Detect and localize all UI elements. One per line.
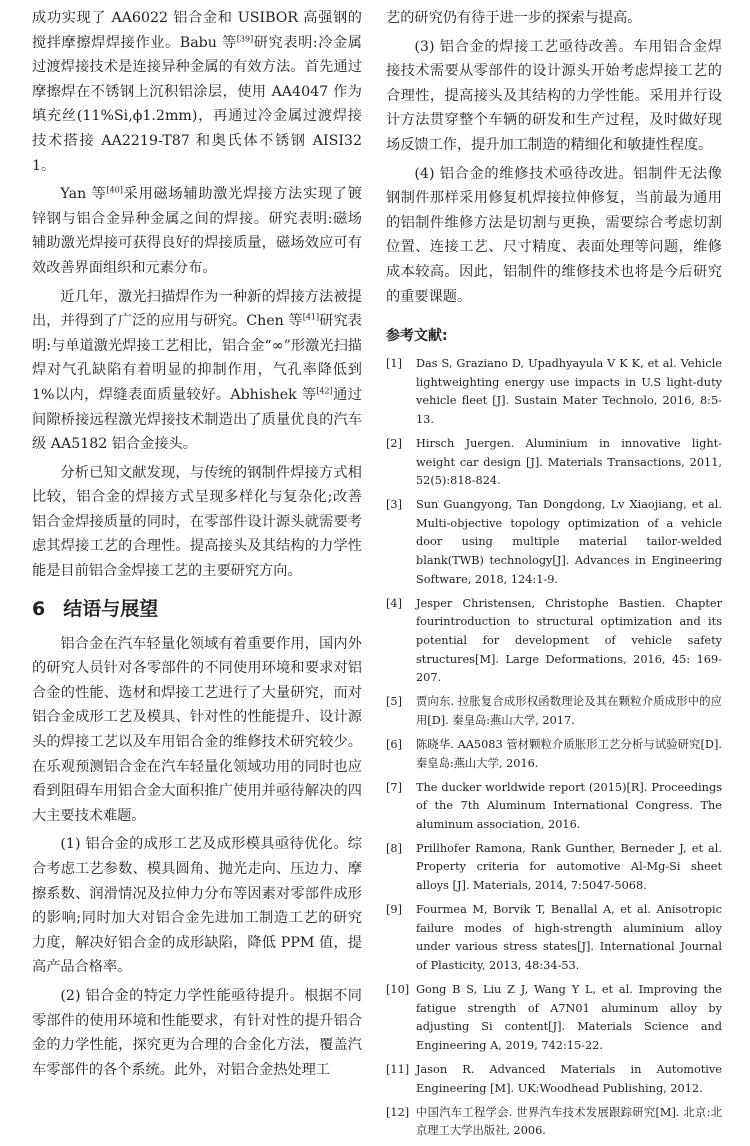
reference-text: Hirsch Juergen. Aluminium in innovative light-weight car design [J]. Materials Transactions, 2011, 52(5):818-824. [416, 437, 722, 488]
paragraph-analysis: 分析已知文献发现，与传统的钢制件焊接方式相比较，铝合金的焊接方式呈现多样化与复杂化;改善铝合金焊接质量的同时，在零部件设计源头就需要考虑其焊接工艺的合理性。提高接头及其结构的力学性能是目前铝合金焊接工艺的主要研究方向。 [32, 464, 362, 580]
section-heading [32, 596, 362, 622]
reference-text: Gong B S, Liu Z J, Wang Y L, et al. Improving the fatigue strength of A7N01 aluminum alloy by adjusting Si content[J]. Materials Science and Engineering A, 2019, 742:15-22. [416, 983, 722, 1052]
reference-number: [10] [386, 983, 410, 997]
reference-item [386, 901, 722, 975]
reference-number: [2] [386, 437, 403, 450]
reference-text: 中国汽车工程学会. 世界汽车技术发展跟踪研究[M]. 北京:北京理工大学出版社, 2006. [416, 1105, 722, 1138]
paragraph-yan: Yan 等[40]采用磁场辅助激光焊接方法实现了镀锌钢与铝合金异种金属之间的焊接。研究表明:磁场辅助激光焊接可获得良好的焊接质量，磁场效应可有效改善界面组织和元素分布。 [32, 185, 362, 276]
reference-number: [11] [386, 1062, 410, 1076]
paragraph-point-4: (4) 铝合金的维修技术亟待改进。铝制件无法像钢制件那样采用修复机焊接拉伸修复，当前最为通用的铝制件维修方法是切割与更换，需要综合考虑切割位置、连接工艺、尺寸精度、表面处理等问题，维修成本较高。因此，铝制件的维修技术也将是今后研究的重要课题。 [386, 165, 722, 305]
reference-text: 贾向东. 拉胀复合成形权函数理论及其在颗粒介质成形中的应用[D]. 秦皇岛:燕山大学, 2017. [416, 695, 722, 727]
paragraph-point-1: (1) 铝合金的成形工艺及成形模具亟待优化。综合考虑工艺参数、模具圆角、抛光走向、压边力、摩擦系数、润滑情况及拉伸力分布等因素对零部件成形的影响;同时加大对铝合金先进加工制造工艺的研究力度，解决好铝合金的成形缺陷，降低 PPM 值，提高产品合格率。 [32, 836, 362, 976]
paragraph-continuation: 成功实现了 AA6022 铝合金和 USIBOR 高强钢的搅拌摩擦焊焊接作业。Babu 等[39]研究表明:冷金属过渡焊接技术是连接异种金属的有效方法。首先通过摩擦焊在不锈钢上沉积铝涂层，使用 AA4047 作为填充丝(11%Si,ϕ1.2mm)，再通过冷金属过渡焊接技术搭接 AA2219-T87 和奥氏体不锈钢 AISI321。 [32, 10, 362, 174]
reference-number: [7] [386, 780, 403, 794]
reference-text: Prillhofer Ramona, Rank Gunther, Berneder J, et al. Property criteria for automotive Al-Mg-Si sheet alloys [J]. Materials, 2014, 7:5047-5068. [416, 841, 722, 893]
reference-item [386, 435, 722, 491]
paragraph-point-3: (3) 铝合金的焊接工艺亟待改善。车用铝合金焊接技术需要从零部件的设计源头开始考虑焊接工艺的合理性，提高接头及其结构的力学性能。采用并行设计方法贯穿整个车辆的研发和生产过程，及时做好现场反馈工作，提升加工制造的精细化和敏捷性程度。 [386, 38, 722, 153]
paper-page [32, 6, 722, 1138]
section-number: 6 [32, 597, 46, 620]
reference-item [386, 981, 722, 1055]
reference-item [386, 496, 722, 589]
reference-number: [12] [386, 1105, 410, 1119]
reference-item [386, 840, 722, 896]
right-column [386, 6, 722, 1138]
reference-item [386, 693, 722, 730]
references-title: 参考文献: [386, 328, 448, 345]
reference-item [386, 595, 722, 688]
reference-number: [9] [386, 903, 403, 917]
reference-text: Fourmea M, Borvik T, Benallal A, et al. Anisotropic failure modes of high-strength aluminium alloy under various stress states[J]. International Journal of Plasticity, 2013, 48:34-53. [416, 903, 722, 972]
reference-item [386, 1104, 722, 1141]
paragraph-point-2: (2) 铝合金的特定力学性能亟待提升。根据不同零部件的使用环境和性能要求，有针对性的提升铝合金的力学性能，探究更为合理的合金化方法，覆盖汽车零部件的各个系统。此外，对铝合金热处理工 [32, 987, 362, 1078]
reference-text: Jason R. Advanced Materials in Automotive Engineering [M]. UK:Woodhead Publishing, 2012. [416, 1062, 722, 1095]
reference-number: [8] [386, 841, 403, 855]
reference-number: [1] [386, 357, 403, 371]
citation: [40] [106, 185, 123, 195]
reference-text: Das S, Graziano D, Upadhyayula V K K, et al. Vehicle lightweighting energy use impacts in U.S light-duty vehicle fleet [J]. Sustain Mater Technolo, 2016, 8:5-13. [416, 357, 722, 426]
reference-text: Jesper Christensen, Christophe Bastien. Chapter fourintroduction to structural optimization and its potential for development of vehicle safety structures[M]. Large Deformations, 2016, 45: 169-207. [416, 596, 722, 685]
section-title: 结语与展望 [63, 597, 159, 620]
reference-item [386, 1061, 722, 1098]
reference-number: [3] [386, 498, 403, 512]
paragraph-laser-scan: 近几年，激光扫描焊作为一种新的焊接方法被提出，并得到了广泛的应用与研究。Chen 等[41]研究表明:与单道激光焊接工艺相比，铝合金“∞”形激光扫描焊对气孔缺陷有着明显的抑制作用，气孔率降低到 1%以内，焊缝表面质量较好。Abhishek 等[42]通过间隙桥接远程激光焊接技术制造出了质量优良的汽车级 AA5182 铝合金接头。 [32, 288, 362, 453]
left-column [32, 6, 362, 1078]
reference-number: [5] [386, 695, 403, 709]
reference-item [386, 779, 722, 835]
citation: [39] [236, 33, 254, 43]
reference-number: [4] [386, 596, 403, 610]
references-list [386, 355, 722, 1146]
reference-text: 陈晓华. AA5083 管材颗粒介质胀形工艺分析与试验研究[D]. 秦皇岛:燕山大学, 2016. [416, 737, 722, 770]
paragraph-conclusion: 铝合金在汽车轻量化领域有着重要作用，国内外的研究人员针对各零部件的不同使用环境和要求对铝合金的性能、选材和焊接工艺进行了大量研究，而对铝合金成形工艺及模具、针对性的性能提升、设计源头的焊接工艺以及车用铝合金的维修技术研究较少。在乐观预测铝合金在汽车轻量化领域功用的同时也应看到阻碍车用铝合金大面积推广使用并亟待解决的四大主要技术难题。 [32, 635, 362, 824]
reference-number: [6] [386, 737, 403, 751]
citation: [41] [302, 312, 320, 322]
reference-text: Sun Guangyong, Tan Dongdong, Lv Xiaojiang, et al. Multi-objective topology optimization of a vehicle door using multiple material tailor-welded blank(TWB) technology[J]. Advances in Engineering Software, 2018, 124:1-9. [416, 498, 722, 586]
paragraph-continuation: 艺的研究仍有待于进一步的探索与提高。 [386, 10, 642, 26]
citation: [42] [316, 386, 333, 396]
reference-text: The ducker worldwide report (2015)[R]. Proceedings of the 7th Aluminum International Congress. The aluminum association, 2016. [416, 780, 722, 831]
reference-item [386, 736, 722, 773]
reference-item [386, 355, 722, 429]
